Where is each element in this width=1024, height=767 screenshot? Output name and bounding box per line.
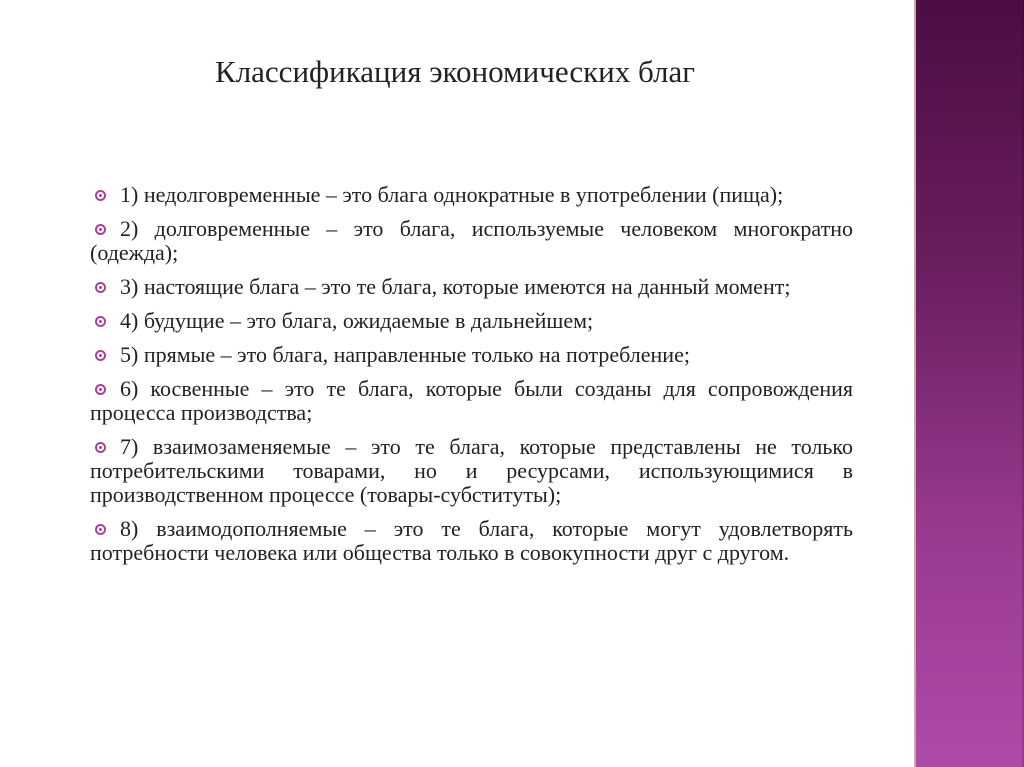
bullet-icon [95,224,106,235]
list-item [90,217,853,265]
slide-title: Классификация экономических благ [215,54,695,89]
list-item [90,309,853,333]
bullet-icon [95,384,106,395]
bullet-icon [95,442,106,453]
item-text: 4) будущие – это блага, ожидаемые в дальнейшем; [120,308,594,333]
bullet-list [90,183,853,575]
list-item [90,435,853,507]
list-item [90,377,853,425]
list-item [90,343,853,367]
list-item [90,183,853,207]
bullet-icon [95,316,106,327]
list-item [90,517,853,565]
bullet-icon [95,350,106,361]
item-text: 3) настоящие блага – это те блага, которые имеются на данный момент; [120,274,791,299]
item-text: 1) недолговременные – это блага однократные в употреблении (пища); [120,182,784,207]
item-text: 8) взаимодополняемые – это те блага, которые могут удовлетворять потребности человека или общества только в совокупности друг с другом. [90,516,853,565]
item-text: 2) долговременные – это блага, используемые человеком многократно (одежда); [90,216,853,265]
decorative-sidebar [914,0,1024,767]
item-text: 7) взаимозаменяемые – это те блага, которые представлены не только потребительскими товарами, но и ресурсами, использующимися в производственном процессе (товары-субституты); [90,434,853,507]
bullet-icon [95,190,106,201]
item-text: 6) косвенные – это те блага, которые были созданы для сопровождения процесса производства; [90,376,853,425]
list-item [90,275,853,299]
bullet-icon [95,524,106,535]
item-text: 5) прямые – это блага, направленные только на потребление; [120,342,690,367]
bullet-icon [95,282,106,293]
